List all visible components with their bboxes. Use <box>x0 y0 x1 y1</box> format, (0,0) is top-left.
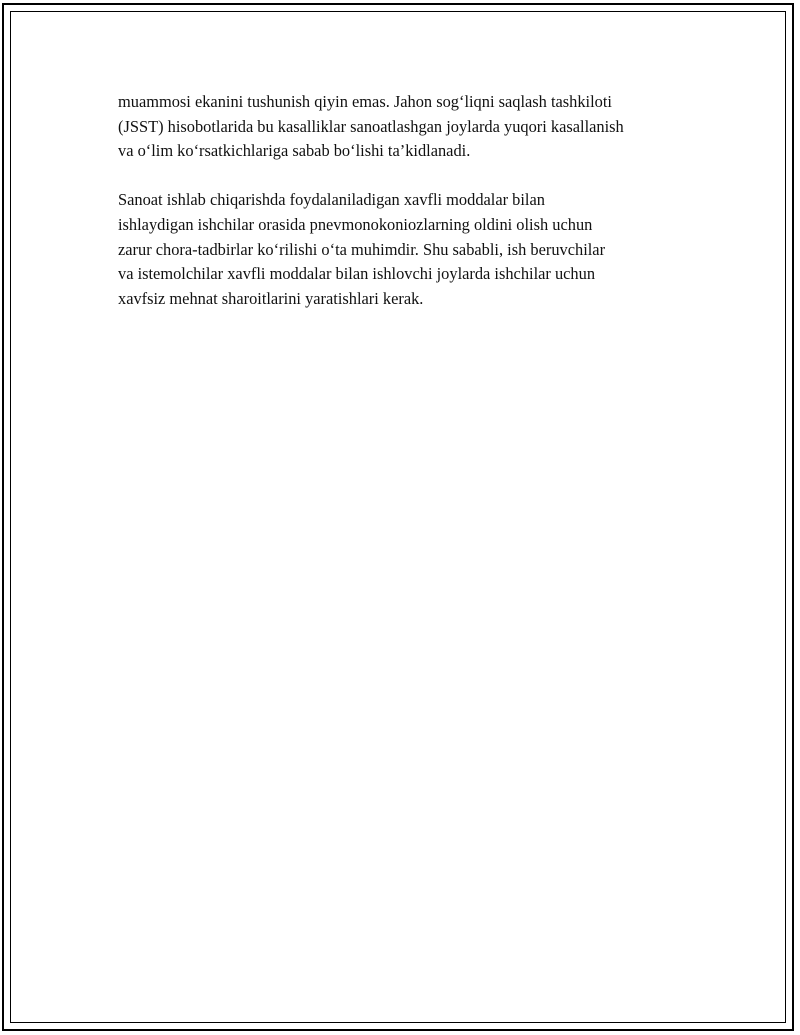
text-line: va o‘lim ko‘rsatkichlariga sabab bo‘lishi ta’kidlanadi. <box>118 141 471 161</box>
text-line: Sanoat ishlab chiqarishda foydalaniladigan xavfli moddalar bilan <box>118 190 545 210</box>
paragraph-2 <box>118 188 698 311</box>
text-line: muammosi ekanini tushunish qiyin emas. Jahon sog‘liqni saqlash tashkiloti <box>118 92 612 111</box>
text-line: va istemolchilar xavfli moddalar bilan ishlovchi joylarda ishchilar uchun <box>118 264 596 284</box>
text-line: (JSST) hisobotlarida bu kasalliklar sanoatlashgan joylarda yuqori kasallanish <box>118 116 624 136</box>
document-body <box>118 90 698 336</box>
paragraph-1 <box>118 90 698 164</box>
text-line: ishlaydigan ishchilar orasida pnevmonokoniozlarning oldini olish uchun <box>118 214 593 234</box>
text-line: xavfsiz mehnat sharoitlarini yaratishlari kerak. <box>118 288 424 308</box>
text-line: zarur chora-tadbirlar ko‘rilishi o‘ta muhimdir. Shu sababli, ish beruvchilar <box>118 239 606 259</box>
